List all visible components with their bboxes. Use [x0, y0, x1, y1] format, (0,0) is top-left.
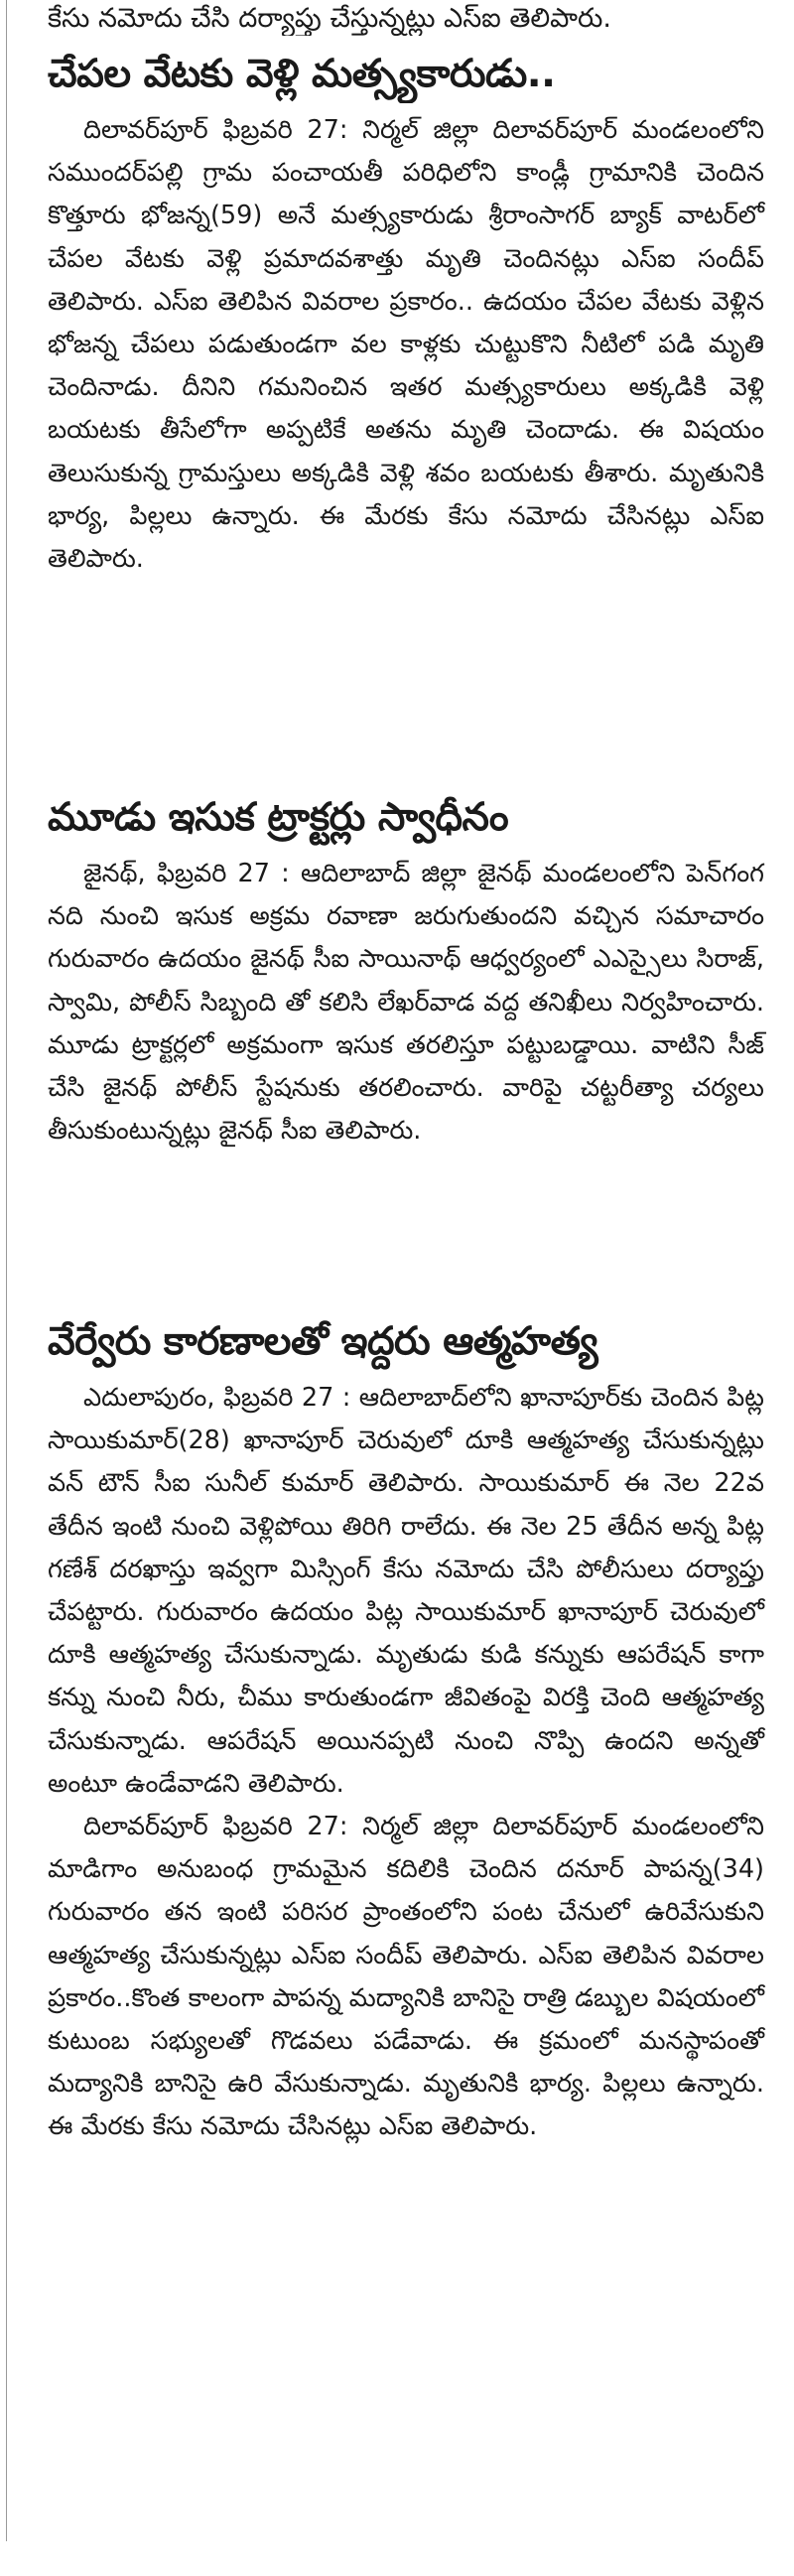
article-headline: వేర్వేరు కారణాలతో ఇద్దరు ఆత్మహత్య — [48, 1319, 598, 1364]
article-suicides — [48, 1313, 764, 2149]
article-body: ఎదులాపురం, ఫిబ్రవరి 27 : ఆదిలాబాద్‌లోని ఖానాపూర్‌కు చెందిన పిట్ల సాయికుమార్(28) ఖానాపూర్ చెరువులో దూకి ఆత్మహత్య చేసుకున్నట్లు వన్ టౌన్ సీఐ సునీల్ కుమార్ తెలిపారు. సాయికుమార్ ఈ నెల 22వ తేదీన ఇంటి నుంచి వెళ్లిపోయి తిరిగి రాలేదు. ఈ నెల 25 తేదీన అన్న పిట్ల గణేశ్ దరఖాస్తు ఇవ్వగా మిస్సింగ్ కేసు నమోదు చేసి పోలీసులు దర్యాప్తు చేపట్టారు. గురువారం ఉదయం పిట్ల సాయికుమార్ ఖానాపూర్ చెరువులో దూకి ఆత్మహత్య చేసుకున్నాడు. మృతుడు కుడి కన్నుకు ఆపరేషన్ కాగా కన్ను నుంచి నీరు, చీము కారుతుండగా జీవితంపై విరక్తి చెంది ఆత్మహత్య చేసుకున్నాడు. ఆపరేషన్ అయినప్పటి నుంచి నొప్పి ఉందని అన్నతో అంటూ ఉండేవాడని తెలిపారు. — [48, 1383, 764, 1799]
article-body: జైనథ్, ఫిబ్రవరి 27 : ఆదిలాబాద్ జిల్లా జైనథ్ మండలంలోని పెన్‌గంగ నది నుంచి ఇసుక అక్రమ రవాణా జరుగుతుందని వచ్చిన సమాచారం గురువారం ఉదయం జైనథ్ సీఐ సాయినాథ్ ఆధ్వర్యంలో ఎఎస్సైలు సిరాజ్, స్వామి, పోలీస్ సిబ్బంది తో కలిసి లేఖర్‌వాడ వద్ద తనిఖీలు నిర్వహించారు. మూడు ట్రాక్టర్లలో అక్రమంగా ఇసుక తరలిస్తూ పట్టుబడ్డాయి. వాటిని సీజ్ చేసి జైనథ్ పోలీస్ స్టేషనుకు తరలించారు. వారిపై చట్టరీత్యా చర్యలు తీసుకుంటున్నట్లు జైనథ్ సీఐ తెలిపారు. — [48, 859, 764, 1147]
article-headline: చేపల వేటకు వెళ్లి మత్స్యకారుడు.. — [48, 52, 556, 96]
column-divider — [6, 0, 7, 2541]
article-body: దిలావర్‌పూర్ ఫిబ్రవరి 27: నిర్మల్ జిల్లా దిలావర్‌పూర్ మండలంలోని మాడిగాం అనుబంధ గ్రామమైన కదిలికి చెందిన దనూర్ పాపన్న(34) గురువారం తన ఇంటి పరిసర ప్రాంతంలోని పంట చేనులో ఉరివేసుకుని ఆత్మహత్య చేసుకున్నట్లు ఎస్ఐ సందీప్ తెలిపారు. ఎస్ఐ తెలిపిన వివరాల ప్రకారం..కొంత కాలంగా పాపన్న మద్యానికి బానిసై రాత్రి డబ్బుల విషయంలో కుటుంబ సభ్యులతో గొడవలు పడేవాడు. ఈ క్రమంలో మనస్థాపంతో మద్యానికి బానిసై ఉరి వేసుకున్నాడు. మృతునికి భార్య. పిల్లలు ఉన్నారు. ఈ మేరకు కేసు నమోదు చేసినట్లు ఎస్ఐ తెలిపారు. — [48, 1812, 764, 2142]
article-headline: మూడు ఇసుక ట్రాక్టర్లు స్వాధీనం — [48, 795, 509, 840]
article-sand-tractors — [48, 789, 764, 1152]
article-body: దిలావర్‌పూర్ ఫిబ్రవరి 27: నిర్మల్ జిల్లా దిలావర్‌పూర్ మండలంలోని సముందర్‌పల్లి గ్రామ పంచాయతీ పరిధిలోని కాండ్లీ గ్రామానికి చెందిన కొత్తూరు భోజన్న(59) అనే మత్స్యకారుడు శ్రీరాంసాగర్ బ్యాక్ వాటర్‌లో చేపల వేటకు వెళ్లి ప్రమాదవశాత్తు మృతి చెందినట్లు ఎస్ఐ సందీప్ తెలిపారు. ఎస్ఐ తెలిపిన వివరాల ప్రకారం.. ఉదయం చేపల వేటకు వెళ్లిన భోజన్న చేపలు పడుతుండగా వల కాళ్లకు చుట్టుకొని నీటిలో పడి మృతి చెందినాడు. దీనిని గమనించిన ఇతర మత్స్యకారులు అక్కడికి వెళ్లి బయటకు తీసేలోగా అప్పటికే అతను మృతి చెందాడు. ఈ విషయం తెలుసుకున్న గ్రామస్తులు అక్కడికి వెళ్లి శవం బయటకు తీశారు. మృతునికి భార్య, పిల్లలు ఉన్నారు. ఈ మేరకు కేసు నమోదు చేసినట్లు ఎస్ఐ తెలిపారు. — [48, 115, 764, 575]
previous-article-tail: కేసు నమోదు చేసి దర్యాప్తు చేస్తున్నట్లు ఎస్ఐ తెలిపారు. — [48, 3, 611, 34]
article-fisherman — [48, 46, 764, 581]
